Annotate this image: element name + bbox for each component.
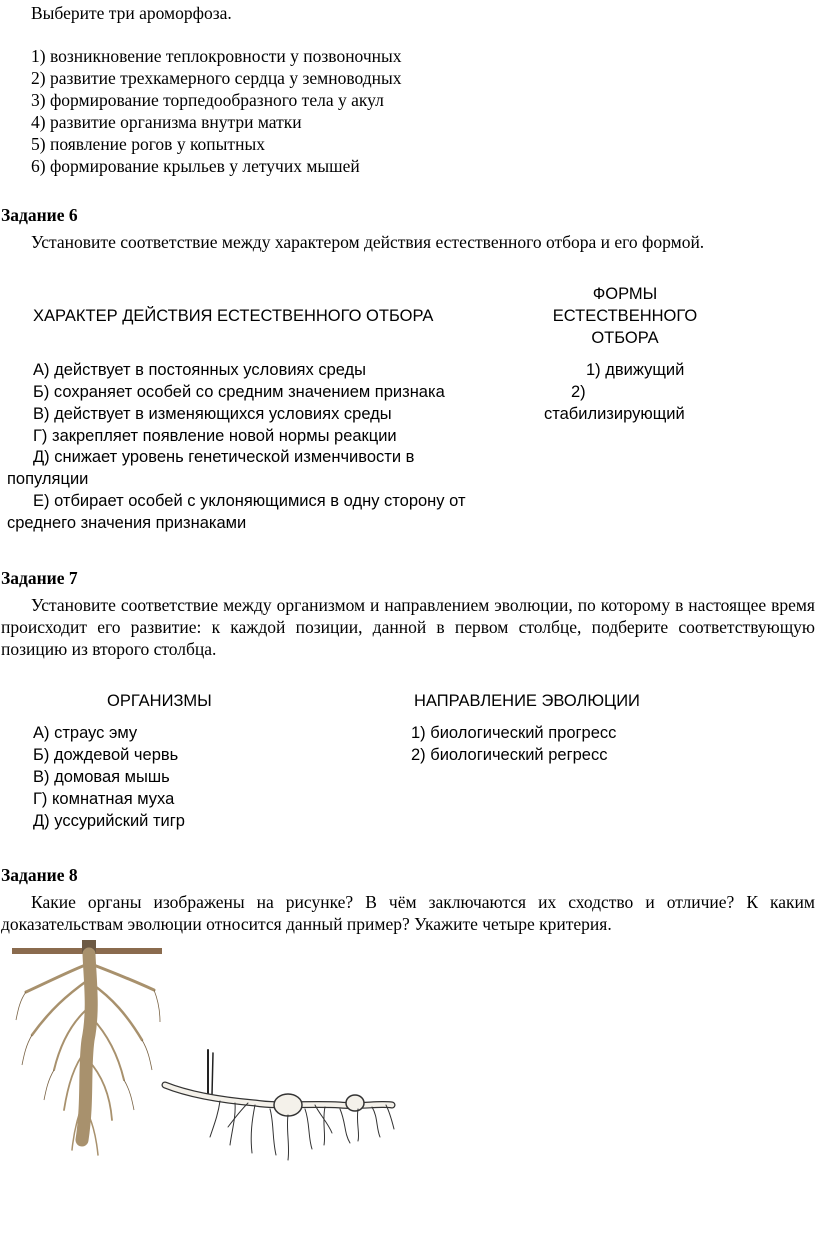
task7-right-header: НАПРАВЛЕНИЕ ЭВОЛЮЦИИ [414,692,640,710]
task6-item: Б) сохраняет особей со средним значением признака [33,383,445,401]
task7-item: Г) комнатная муха [33,790,175,808]
taproot-illustration [12,940,162,1160]
task7-answer: 1) биологический прогресс [411,724,617,742]
task7-item: Д) уссурийский тигр [33,812,185,830]
task5-option: 1) возникновение теплокровности у позвоночных [31,46,402,66]
task6-item: популяции [7,470,89,488]
task8-instruction: Какие органы изображены на рисунке? В чём заключаются их сходство и отличие? К каким доказательствам эволюции относится данный пример? Укажите четыре критерия. [1,892,815,934]
task6-item: Г) закрепляет появление новой нормы реакции [33,427,397,445]
task6-right-header-line: ОТБОРА [591,329,659,347]
task6-right-header-line: ЕСТЕСТВЕННОГО [552,307,698,325]
task6-answer: 2) [571,383,586,401]
task6-answer: 1) движущий [586,361,685,379]
task6-left-header: ХАРАКТЕР ДЕЙСТВИЯ ЕСТЕСТВЕННОГО ОТБОРА [33,307,434,325]
task6-item: В) действует в изменяющихся условиях среды [33,405,392,423]
task7-item: А) страус эму [33,724,138,742]
task6-answer: стабилизирующий [544,405,685,423]
task6-heading: Задание 6 [1,205,78,225]
task6-item: Д) снижает уровень генетической изменчивости в [33,448,415,466]
task5-option: 2) развитие трехкамерного сердца у земноводных [31,68,402,88]
task7-left-header: ОРГАНИЗМЫ [107,692,212,710]
task7-item: В) домовая мышь [33,768,170,786]
task7-item: Б) дождевой червь [33,746,179,764]
task6-item: среднего значения признаками [7,514,247,532]
task7-answer: 2) биологический регресс [411,746,608,764]
rhizome-illustration [160,1045,400,1165]
task6-item: А) действует в постоянных условиях среды [33,361,367,379]
task6-right-header-line: ФОРМЫ [592,285,658,303]
task6-item: Е) отбирает особей с уклоняющимися в одну сторону от [33,492,466,510]
task8-heading: Задание 8 [1,865,78,885]
task5-option: 3) формирование торпедообразного тела у акул [31,90,384,110]
task5-option: 6) формирование крыльев у летучих мышей [31,156,360,176]
task5-option: 5) появление рогов у копытных [31,134,265,154]
task5-question: Выберите три ароморфоза. [31,3,232,23]
task5-option: 4) развитие организма внутри матки [31,112,302,132]
task6-instruction: Установите соответствие между характером действия естественного отбора и его формой. [31,232,705,252]
task7-instruction: Установите соответствие между организмом и направлением эволюции, по которому в настоящее время происходит его развитие: к каждой позиции, данной в первом столбце, подберите соответствующую позицию из второго столбца. [1,595,815,659]
task7-heading: Задание 7 [1,568,78,588]
